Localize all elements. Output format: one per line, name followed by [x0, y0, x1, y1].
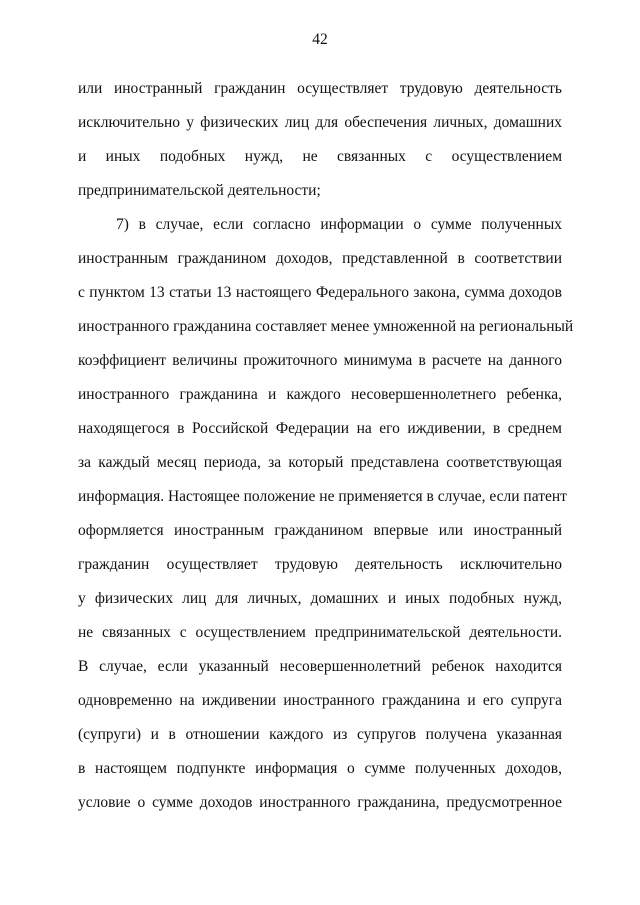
text-line: В случае, если указанный несовершеннолетний ребенок находится: [78, 658, 562, 675]
text-line: гражданин осуществляет трудовую деятельность исключительно: [78, 556, 562, 573]
text-line: информация. Настоящее положение не применяется в случае, если патент: [78, 488, 567, 505]
text-line: иностранного гражданина и каждого несовершеннолетнего ребенка,: [78, 386, 562, 403]
paragraph-first-line: 7) в случае, если согласно информации о сумме полученных: [116, 216, 562, 233]
text-line: коэффициент величины прожиточного минимума в расчете на данного: [78, 352, 562, 369]
text-line: одновременно на иждивении иностранного гражданина и его супруга: [78, 692, 562, 709]
text-line: или иностранный гражданин осуществляет трудовую деятельность: [78, 80, 562, 97]
text-line: и иных подобных нужд, не связанных с осуществлением: [78, 148, 562, 165]
text-line: иностранного гражданина составляет менее умноженной на региональный: [78, 318, 574, 335]
text-line: с пунктом 13 статьи 13 настоящего Федерального закона, сумма доходов: [78, 284, 562, 301]
text-line: не связанных с осуществлением предпринимательской деятельности.: [78, 624, 562, 641]
text-line: (супруги) и в отношении каждого из супругов получена указанная: [78, 726, 562, 743]
page-number: 42: [312, 31, 328, 48]
text-line: оформляется иностранным гражданином впервые или иностранный: [78, 522, 562, 539]
text-line: находящегося в Российской Федерации на его иждивении, в среднем: [78, 420, 562, 437]
text-line: исключительно у физических лиц для обеспечения личных, домашних: [78, 114, 562, 131]
text-line: условие о сумме доходов иностранного гражданина, предусмотренное: [78, 794, 562, 811]
text-line: иностранным гражданином доходов, представленной в соответствии: [78, 250, 562, 267]
text-line: в настоящем подпункте информация о сумме полученных доходов,: [78, 760, 562, 777]
text-line: предпринимательской деятельности;: [78, 182, 321, 199]
text-line: у физических лиц для личных, домашних и иных подобных нужд,: [78, 590, 562, 607]
text-line: за каждый месяц периода, за который представлена соответствующая: [78, 454, 562, 471]
